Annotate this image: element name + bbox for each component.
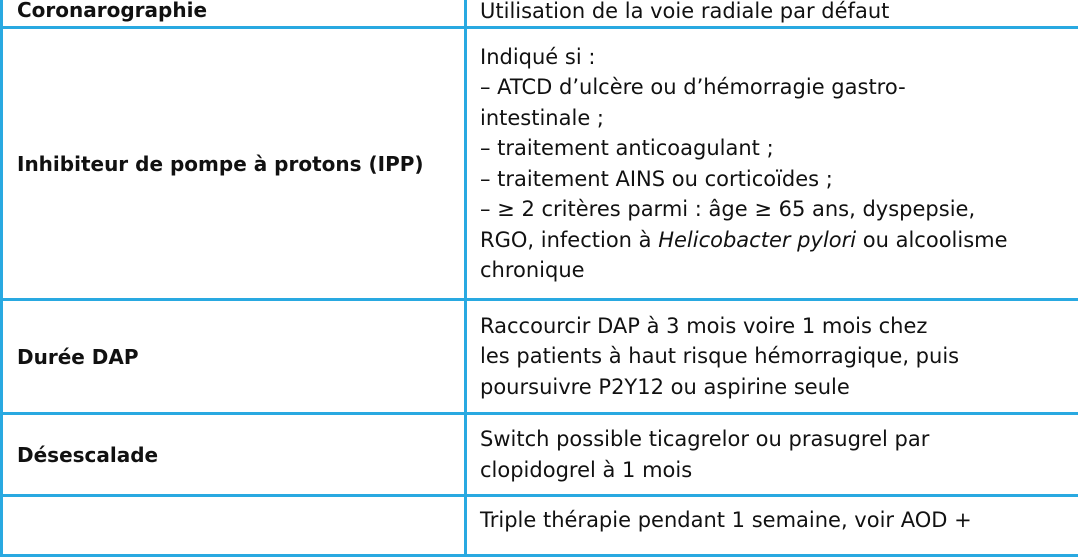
content-line xyxy=(480,225,1066,256)
content-line: poursuivre P2Y12 ou aspirine seule xyxy=(480,372,1066,403)
row-label: Coronarographie xyxy=(2,0,466,28)
row-content xyxy=(466,28,1078,300)
row-content xyxy=(466,414,1078,496)
content-line: – ATCD d’ulcère ou d’hémorragie gastro- xyxy=(480,72,1066,103)
row-label: Durée DAP xyxy=(2,300,466,414)
content-line: – ≥ 2 critères parmi : âge ≥ 65 ans, dyspepsie, xyxy=(480,194,1066,225)
content-line: – traitement anticoagulant ; xyxy=(480,133,1066,164)
content-line: chronique xyxy=(480,255,1066,286)
row-label: Inhibiteur de pompe à protons (IPP) xyxy=(2,28,466,300)
content-line: Utilisation de la voie radiale par défaut xyxy=(480,0,1066,24)
content-text: RGO, infection à xyxy=(480,228,658,252)
table-row xyxy=(2,28,1078,300)
content-line: Raccourcir DAP à 3 mois voire 1 mois chez xyxy=(480,311,1066,342)
content-line: Switch possible ticagrelor ou prasugrel par xyxy=(480,424,1066,455)
table-row xyxy=(2,300,1078,414)
row-content xyxy=(466,300,1078,414)
content-line: Triple thérapie pendant 1 semaine, voir AOD + xyxy=(480,505,1066,536)
row-content xyxy=(466,496,1078,556)
row-content xyxy=(466,0,1078,28)
table-row xyxy=(2,496,1078,556)
content-line: les patients à haut risque hémorragique, puis xyxy=(480,341,1066,372)
content-line: Indiqué si : xyxy=(480,42,1066,73)
content-line: clopidogrel à 1 mois xyxy=(480,455,1066,486)
content-line: intestinale ; xyxy=(480,103,1066,134)
content-text: ou alcoolisme xyxy=(856,228,1007,252)
row-label: Désescalade xyxy=(2,414,466,496)
table-row xyxy=(2,0,1078,28)
table-row xyxy=(2,414,1078,496)
organism-name: Helicobacter pylori xyxy=(658,228,856,252)
content-line: – traitement AINS ou corticoïdes ; xyxy=(480,164,1066,195)
row-label xyxy=(2,496,466,556)
